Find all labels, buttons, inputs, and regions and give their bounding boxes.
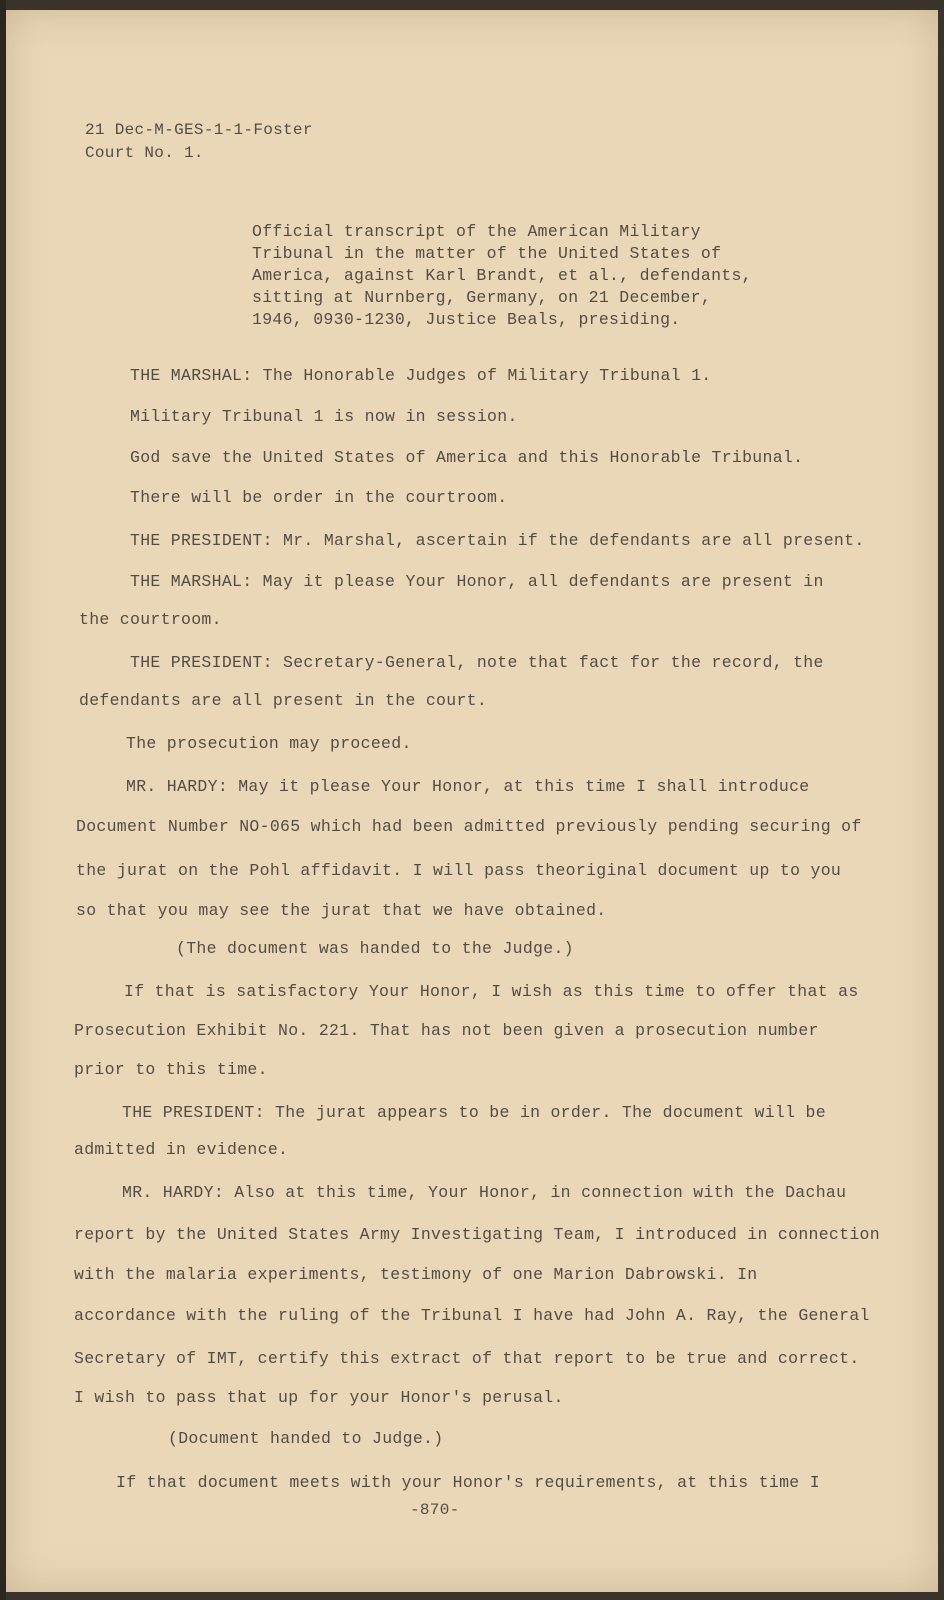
transcript-line: admitted in evidence. xyxy=(74,1140,289,1159)
transcript-line: God save the United States of America and this Honorable Tribunal. xyxy=(130,448,804,467)
transcript-line: There will be order in the courtroom. xyxy=(130,488,508,507)
transcript-line: defendants are all present in the court. xyxy=(79,691,488,710)
transcript-line: Prosecution Exhibit No. 221. That has not been given a prosecution number xyxy=(74,1021,819,1040)
transcript-line: Secretary of IMT, certify this extract of that report to be true and correct. xyxy=(74,1349,860,1368)
intro-line: Official transcript of the American Military xyxy=(252,222,701,241)
intro-line: sitting at Nurnberg, Germany, on 21 December, xyxy=(252,288,712,307)
transcript-line: (Document handed to Judge.) xyxy=(168,1429,444,1448)
transcript-line: THE MARSHAL: The Honorable Judges of Military Tribunal 1. xyxy=(130,366,712,385)
header-line-1: 21 Dec-M-GES-1-1-Foster xyxy=(85,121,313,139)
transcript-line: If that document meets with your Honor's requirements, at this time I xyxy=(116,1473,820,1492)
transcript-line: prior to this time. xyxy=(74,1060,268,1079)
intro-line: Tribunal in the matter of the United States of xyxy=(252,244,722,263)
transcript-line: with the malaria experiments, testimony of one Marion Dabrowski. In xyxy=(74,1265,758,1284)
transcript-line: If that is satisfactory Your Honor, I wish as this time to offer that as xyxy=(124,982,859,1001)
intro-line: 1946, 0930-1230, Justice Beals, presiding. xyxy=(252,310,681,329)
transcript-line: Military Tribunal 1 is now in session. xyxy=(130,407,518,426)
transcript-line: Document Number NO-065 which had been admitted previously pending securing of xyxy=(76,817,862,836)
transcript-line: THE MARSHAL: May it please Your Honor, all defendants are present in xyxy=(130,572,824,591)
transcript-line: THE PRESIDENT: The jurat appears to be in order. The document will be xyxy=(122,1103,826,1122)
transcript-line: the courtroom. xyxy=(79,610,222,629)
document-page xyxy=(6,10,938,1592)
transcript-line: THE PRESIDENT: Secretary-General, note that fact for the record, the xyxy=(130,653,824,672)
transcript-line: The prosecution may proceed. xyxy=(126,734,412,753)
transcript-line: so that you may see the jurat that we have obtained. xyxy=(76,901,607,920)
transcript-line: I wish to pass that up for your Honor's perusal. xyxy=(74,1388,564,1407)
transcript-line: (The document was handed to the Judge.) xyxy=(176,939,574,958)
page-number: -870- xyxy=(410,1501,460,1519)
transcript-line: the jurat on the Pohl affidavit. I will pass theoriginal document up to you xyxy=(76,861,842,880)
transcript-line: THE PRESIDENT: Mr. Marshal, ascertain if the defendants are all present. xyxy=(130,531,865,550)
transcript-line: accordance with the ruling of the Tribunal I have had John A. Ray, the General xyxy=(74,1306,870,1325)
intro-line: America, against Karl Brandt, et al., defendants, xyxy=(252,266,752,285)
header-line-2: Court No. 1. xyxy=(85,144,204,162)
transcript-line: report by the United States Army Investigating Team, I introduced in connection xyxy=(74,1225,880,1244)
transcript-line: MR. HARDY: Also at this time, Your Honor, in connection with the Dachau xyxy=(122,1183,847,1202)
transcript-line: MR. HARDY: May it please Your Honor, at this time I shall introduce xyxy=(126,777,810,796)
